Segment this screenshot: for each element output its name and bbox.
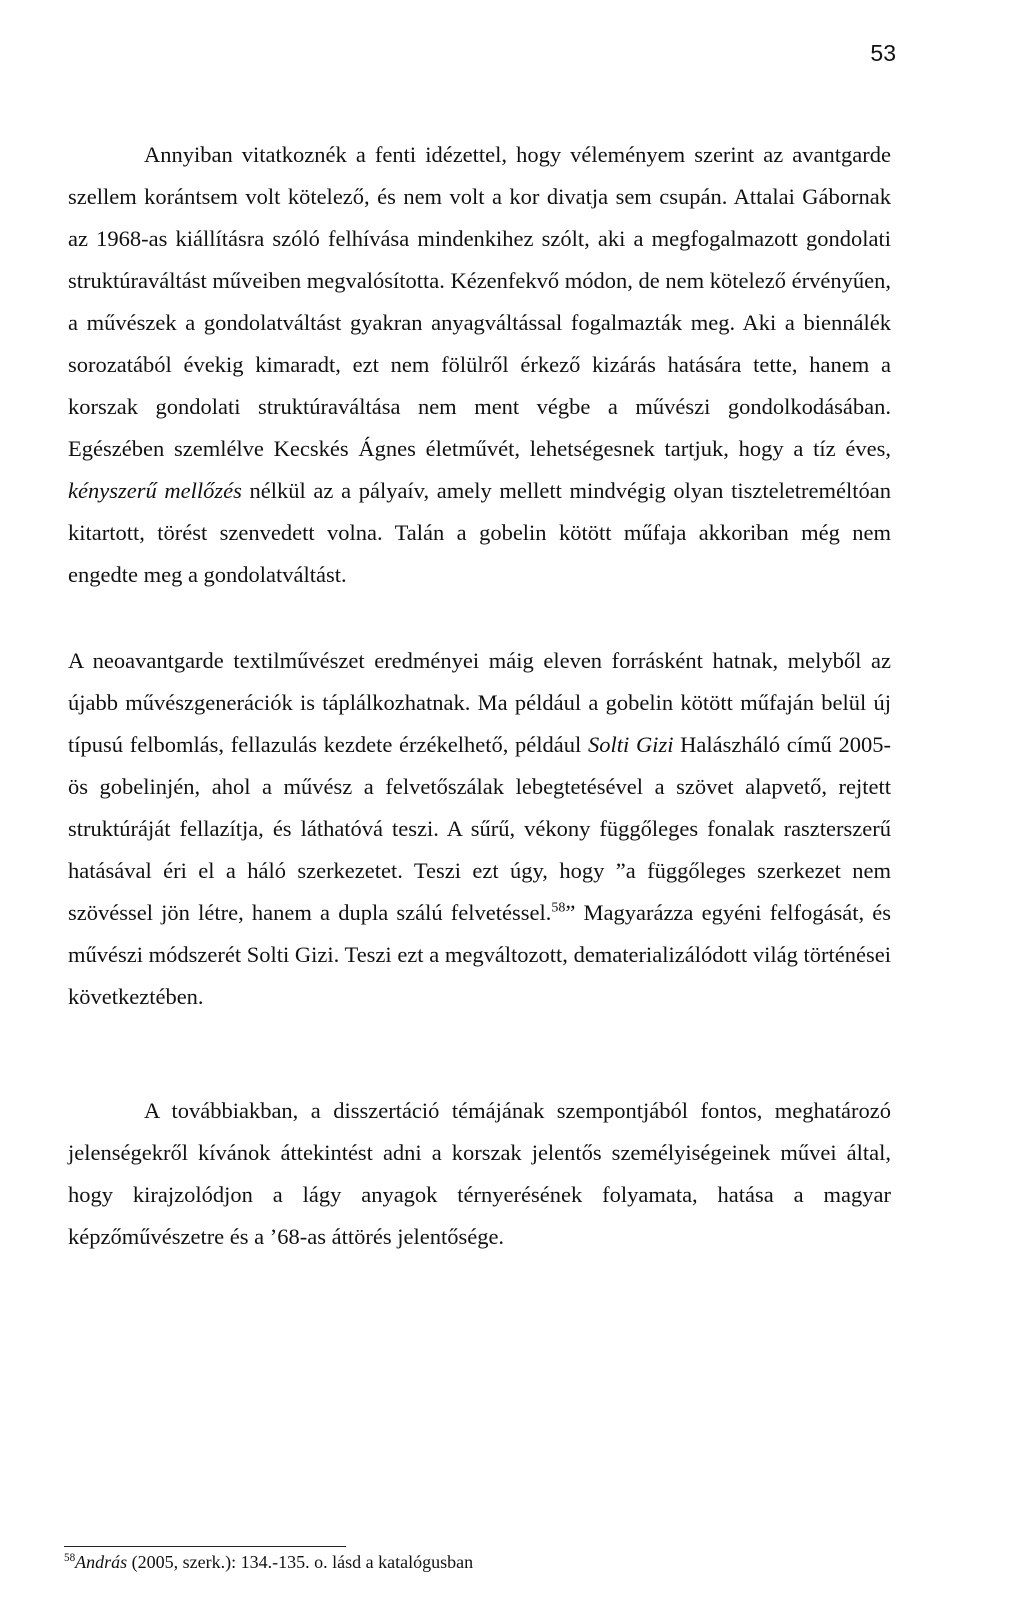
footnote-text: (2005, szerk.): 134.-135. o. lásd a katalógusban	[127, 1552, 474, 1572]
italic-name: Solti Gizi	[587, 732, 674, 757]
footnote	[64, 1552, 473, 1573]
text-segment: ” Magyarázza egyéni felfogását, és művészi módszerét Solti Gizi. Teszi ezt a megváltozott, dematerializálódott világ történései következtében.	[68, 900, 891, 1009]
body-paragraph-2	[68, 640, 891, 1018]
body-paragraph-3	[68, 1090, 891, 1258]
body-paragraph-1	[68, 134, 891, 596]
footnote-reference[interactable]: 58	[551, 900, 566, 916]
text-segment: nélkül az a pályaív, amely mellett mindvégig olyan tiszteletreméltóan kitartott, törést szenvedett volna. Talán a gobelin kötött műfaja akkoriban még nem engedte meg a gondolatváltást.	[68, 478, 892, 587]
italic-phrase: kényszerű mellőzés	[68, 478, 242, 503]
footnote-author: András	[75, 1552, 128, 1572]
paragraph-text	[68, 640, 891, 1018]
text-segment: Annyiban vitatkoznék a fenti idézettel, hogy véleményem szerint az avantgarde szellem korántsem volt kötelező, és nem volt a kor divatja sem csupán. Attalai Gábornak az 1968-as kiállításra szóló felhívása mindenkihez szólt, aki a megfogalmazott gondolati struktúraváltást műveiben megvalósította. Kézenfekvő módon, de nem kötelező érvényűen, a művészek a gondolatváltást gyakran anyagváltással fogalmazták meg. Aki a biennálék sorozatából évekig kimaradt, ezt nem fölülről érkező kizárás hatására tette, hanem a korszak gondolati struktúraváltása nem ment végbe a művészi gondolkodásában. Egészében szemlélve Kecskés Ágnes életművét, lehetségesnek tartjuk, hogy a tíz éves,	[68, 142, 891, 461]
text-segment: A neoavantgarde textilművészet eredményei máig eleven forrásként hatnak, melyből az újabb művészgenerációk is táplálkozhatnak. Ma például a gobelin kötött műfaján belül új típusú felbomlás, fellazulás kezdete érzékelhető, például	[68, 648, 891, 757]
footnote-divider	[64, 1546, 346, 1547]
page-number: 53	[870, 40, 896, 66]
text-segment: Halászháló című 2005-ös gobelinjén, ahol a művész a felvetőszálak lebegtetésével a szövet alapvető, rejtett struktúráját fellazítja, és láthatóvá teszi. A sűrű, vékony függőleges fonalak raszterszerű hatásával éri el a háló szerkezetet. Teszi ezt úgy, hogy ”a függőleges szerkezet nem szövéssel jön létre, hanem a dupla szálú felvetéssel.	[68, 732, 891, 925]
text-segment: A továbbiakban, a disszertáció témájának szempontjából fontos, meghatározó jelenségekről kívánok áttekintést adni a korszak jelentős személyiségeinek művei által, hogy kirajzolódjon a lágy anyagok térnyerésének folyamata, hatása a magyar képzőművészetre és a ’68-as áttörés jelentősége.	[68, 1098, 891, 1249]
paragraph-text	[68, 1090, 891, 1258]
footnote-number: 58	[64, 1552, 76, 1564]
paragraph-text	[68, 134, 891, 596]
